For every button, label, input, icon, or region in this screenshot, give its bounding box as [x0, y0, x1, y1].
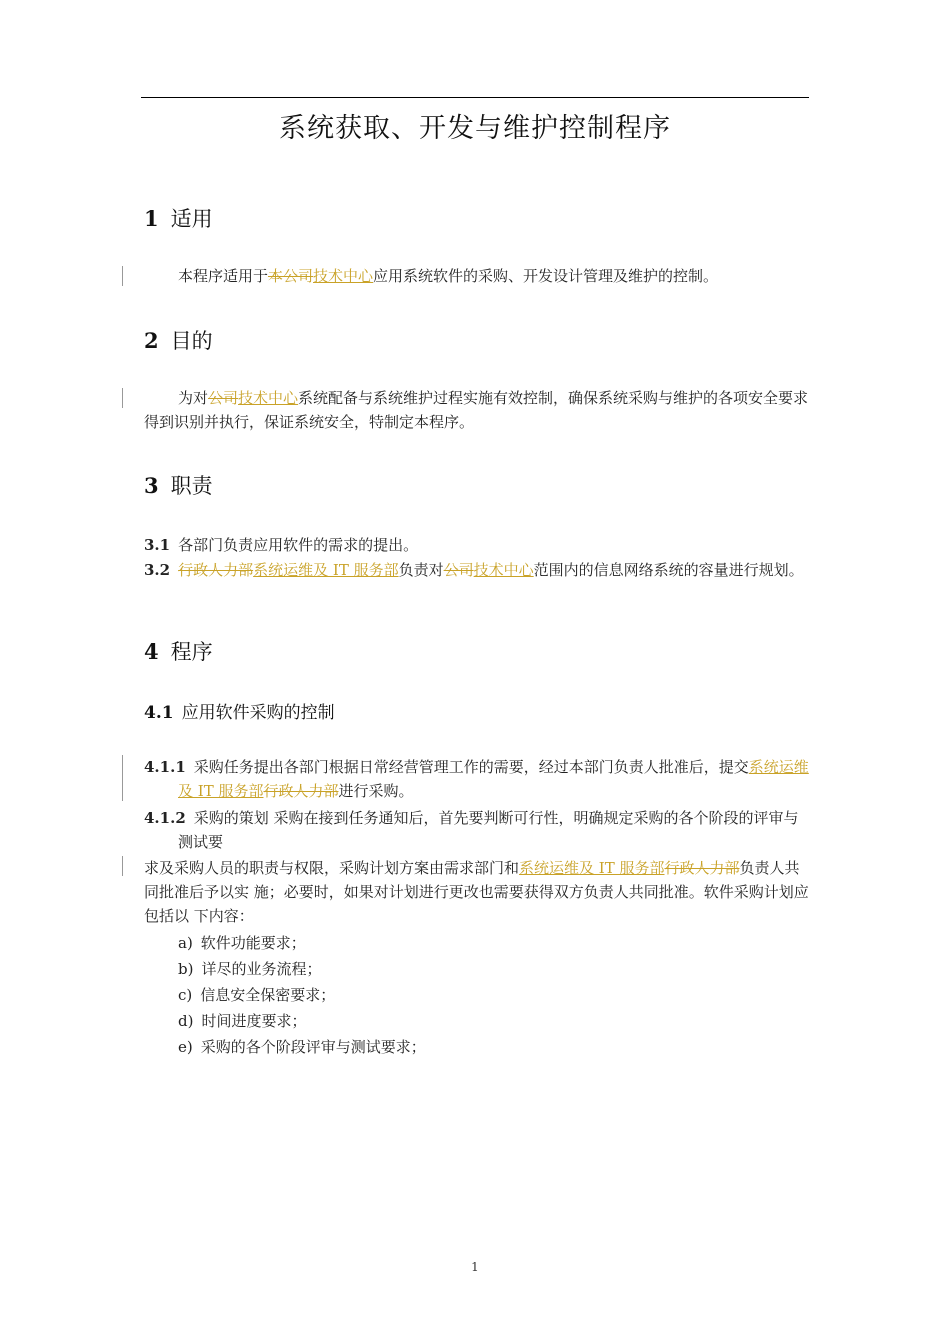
change-bar	[122, 856, 123, 876]
change-bar	[122, 388, 123, 408]
list-item: e) 采购的各个阶段评审与测试要求；	[178, 1038, 426, 1056]
subsection-number: 4.1	[144, 703, 174, 723]
inserted-text: 系统运维及 IT 服务部	[519, 859, 665, 877]
inserted-text: 系统运维及 IT 服务部	[253, 561, 399, 579]
section-title: 职责	[170, 474, 213, 498]
section-number: 2	[144, 328, 159, 353]
section-2-heading	[144, 325, 213, 355]
deleted-text: 公司	[208, 389, 239, 407]
section-title: 程序	[170, 640, 213, 664]
list-item: b) 详尽的业务流程；	[178, 960, 322, 978]
inserted-text: 技术中心	[473, 561, 534, 579]
change-bar	[122, 755, 123, 801]
page-number: 1	[471, 1260, 479, 1274]
inserted-text: 技术中心	[313, 267, 374, 285]
document-title: 系统获取、开发与维护控制程序	[279, 113, 671, 144]
inserted-text: 技术中心	[238, 389, 299, 407]
change-bar	[122, 266, 123, 286]
deleted-text: 行政人力部	[263, 782, 339, 800]
section-number: 4	[144, 639, 159, 664]
header-rule	[141, 97, 809, 98]
deleted-text: 公司	[443, 561, 474, 579]
list-item: d) 时间进度要求；	[178, 1012, 307, 1030]
section-number: 1	[144, 206, 159, 231]
section-4-heading	[144, 636, 213, 666]
section-1-heading	[144, 203, 213, 233]
section-1-paragraph: 本程序适用于本公司技术中心应用系统软件的采购、开发设计管理及维护的控制。	[178, 267, 719, 285]
subsection-title: 应用软件采购的控制	[181, 703, 335, 723]
section-2-paragraph: 为对公司技术中心系统配备与系统维护过程实施有效控制，确保系统采购与维护的各项安全要求 得到识别并执行，保证系统安全，特制定本程序。	[144, 389, 809, 431]
item-3-2: 3.2 行政人力部系统运维及 IT 服务部负责对公司技术中心范围内的信息网络系统的容量进行规划。	[144, 561, 804, 579]
item-4-1-2-continuation: 求及采购人员的职责与权限，采购计划方案由需求部门和系统运维及 IT 服务部行政人力部负责人共同批准后予以实 施；必要时，如果对计划进行更改也需要获得双方负责人共同批准。软件采购计划应包括以 下内容：	[144, 859, 809, 925]
item-3-1: 3.1 各部门负责应用软件的需求的提出。	[144, 536, 419, 554]
deleted-text: 本公司	[268, 267, 314, 285]
section-3-heading	[144, 470, 213, 500]
list-item: c) 信息安全保密要求；	[178, 986, 336, 1004]
subsection-4-1-heading	[144, 698, 335, 723]
deleted-text: 行政人力部	[664, 859, 740, 877]
deleted-text: 行政人力部	[178, 561, 254, 579]
item-4-1-1: 4.1.1 采购任务提出各部门根据日常经营管理工作的需要，经过本部门负责人批准后，提交系统运维及 IT 服务部行政人力部进行采购。	[144, 758, 809, 800]
inserted-text: 系统运维及 IT 服务部	[178, 758, 809, 800]
section-number: 3	[144, 473, 159, 498]
section-title: 适用	[170, 207, 213, 231]
item-4-1-2: 4.1.2 采购的策划 采购在接到任务通知后，首先要判断可行性，明确规定采购的各个阶段的评审与测试要	[144, 809, 799, 851]
section-title: 目的	[170, 329, 213, 353]
list-item: a) 软件功能要求；	[178, 934, 306, 952]
